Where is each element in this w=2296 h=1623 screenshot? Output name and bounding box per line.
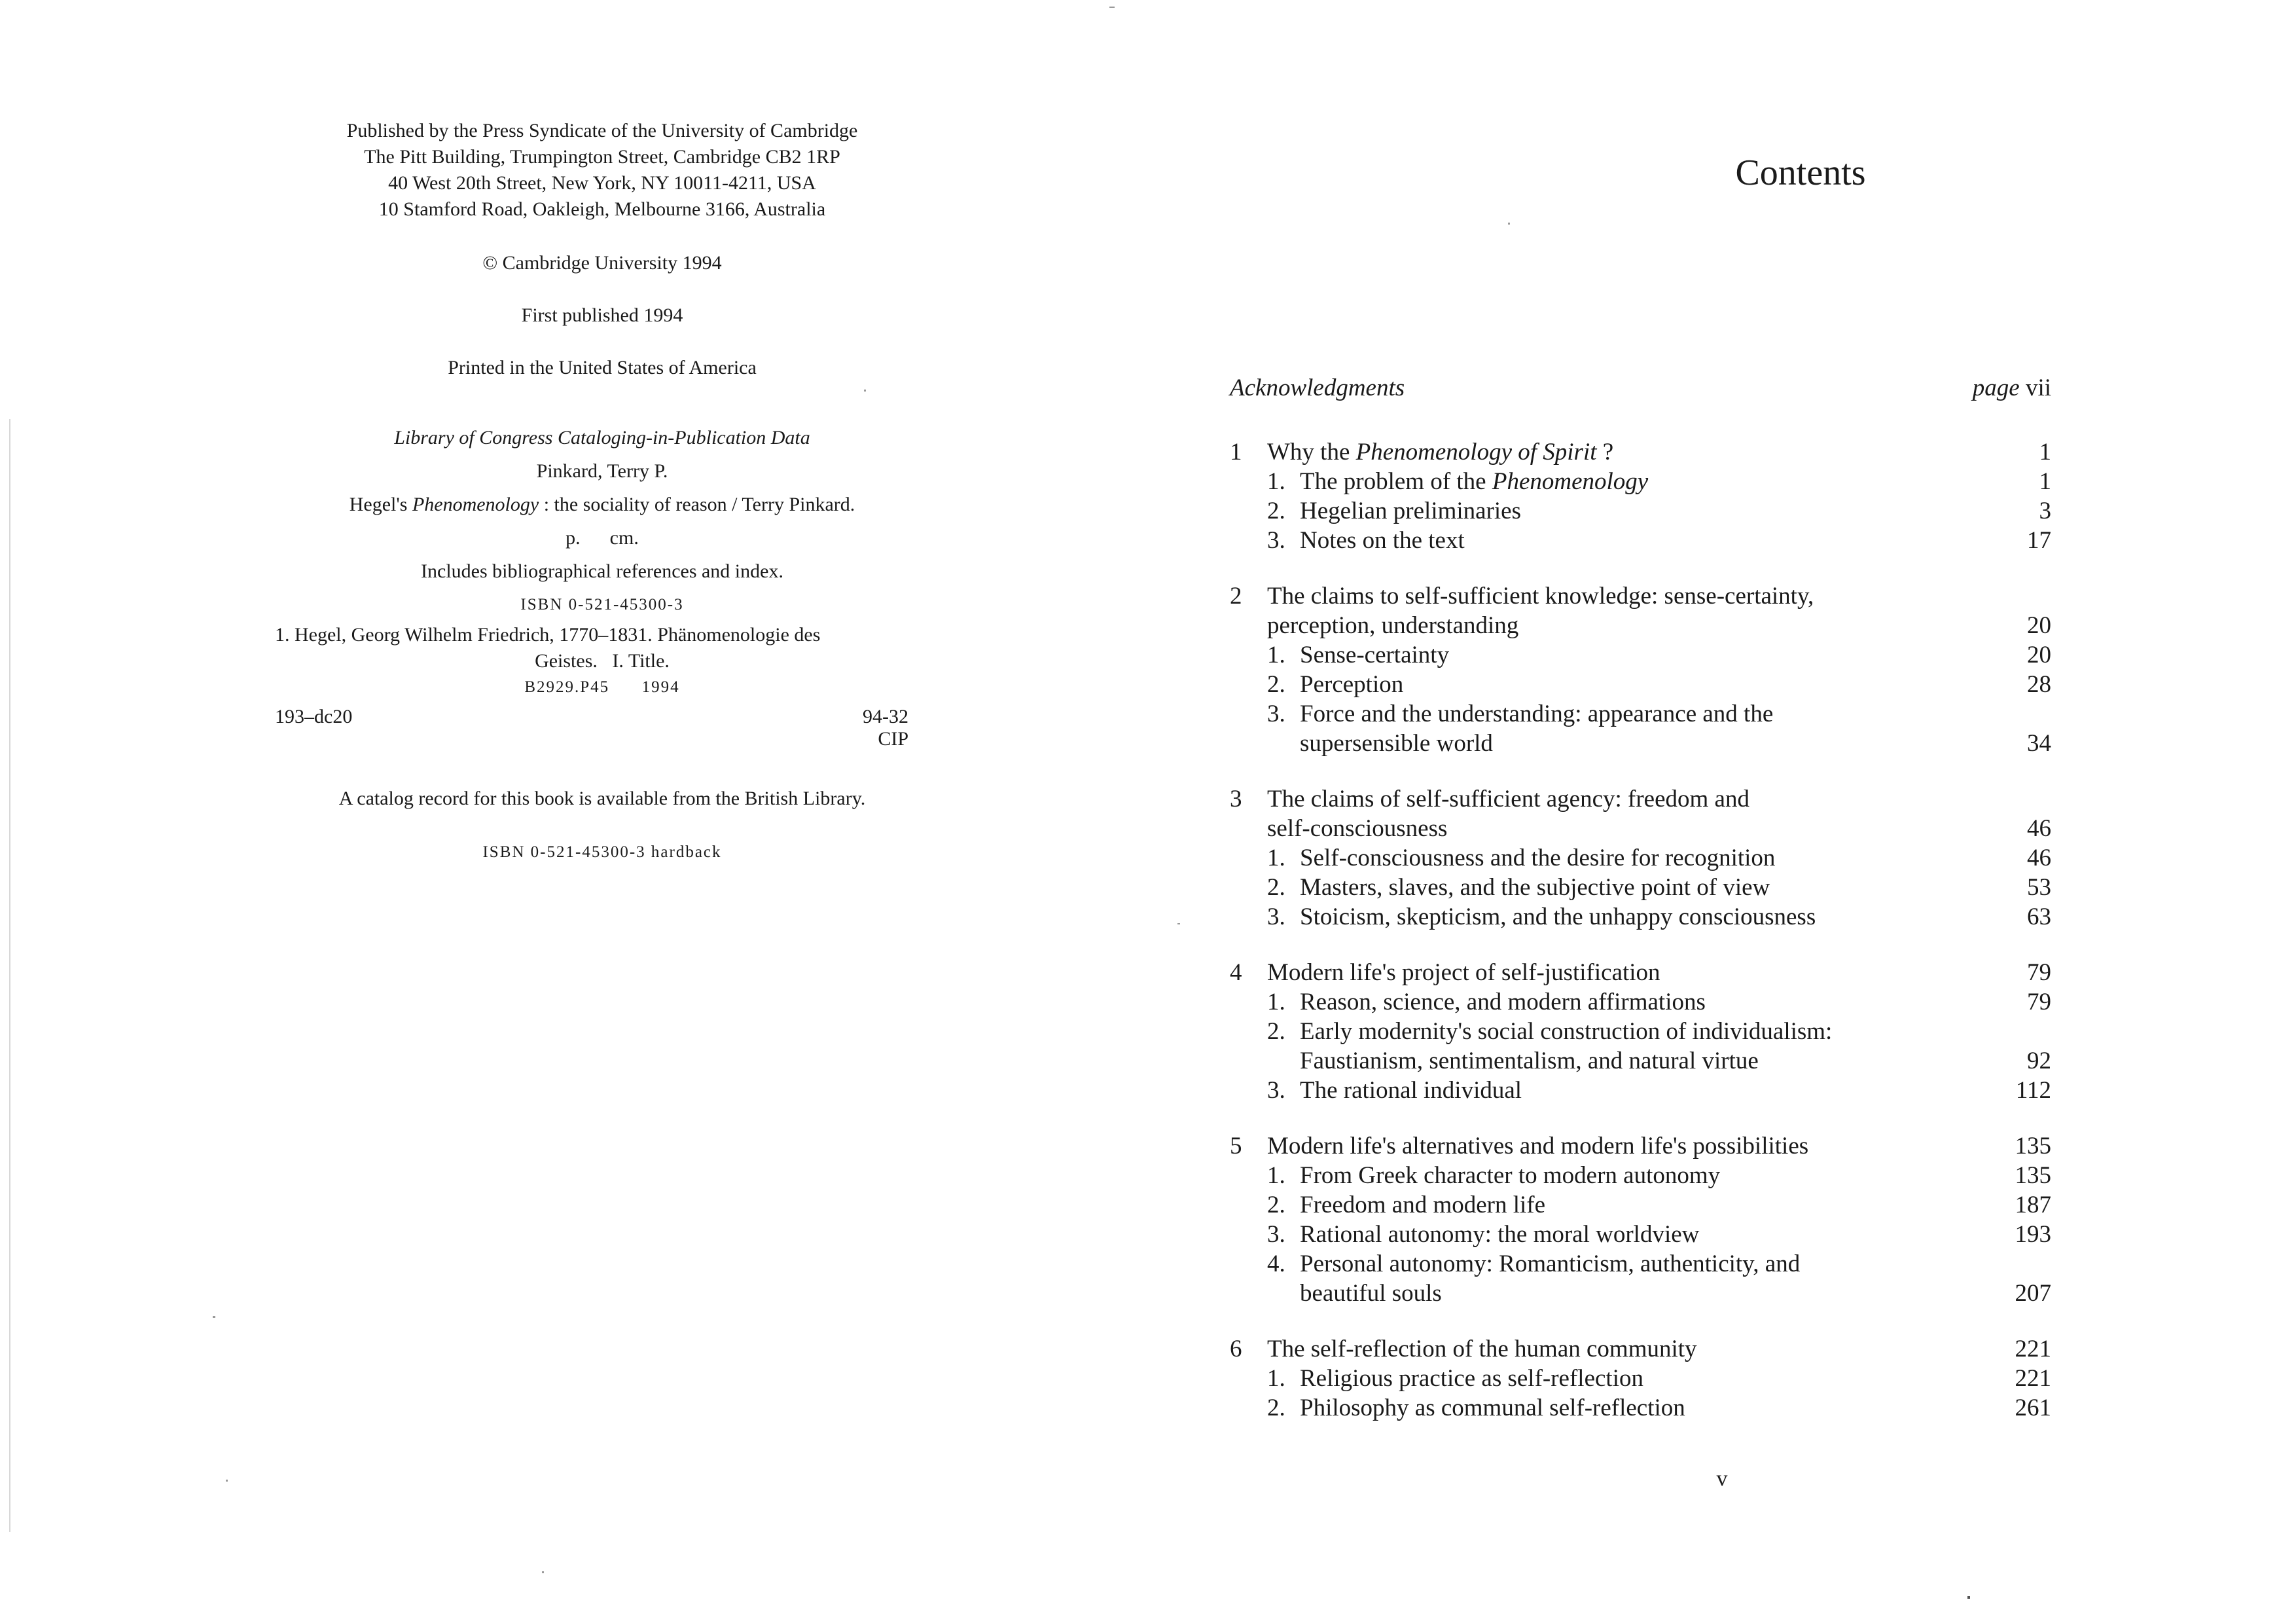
toc-section-row[interactable] (1230, 1076, 2051, 1105)
toc-chapter-row[interactable] (1230, 1334, 2051, 1364)
toc-section-row-cont[interactable] (1230, 1279, 2051, 1308)
toc-section-row[interactable] (1230, 1220, 2051, 1249)
section-page: 46 (2027, 845, 2051, 871)
toc-chapter-row[interactable] (1230, 1131, 2051, 1161)
section-number: 3. (1267, 527, 1285, 554)
section-page: 17 (2027, 527, 2051, 554)
publisher-line: 40 West 20th Street, New York, NY 10011-4211, USA (388, 172, 816, 194)
section-title (1300, 467, 2012, 496)
toc-chapter-row[interactable] (1230, 437, 2051, 467)
cip-label: CIP (878, 728, 908, 750)
page-word: page (1972, 374, 2020, 401)
section-number: 2. (1267, 874, 1285, 901)
toc-section-row[interactable] (1230, 987, 2051, 1017)
toc-section-row[interactable] (1230, 640, 2051, 670)
cip-notes: Includes bibliographical references and index. (421, 560, 783, 582)
chapter-title-cont: self-consciousness (1267, 815, 1448, 842)
isbn-hardback-text: ISBN 0-521-45300-3 hardback (482, 843, 722, 861)
section-title: Notes on the text (1300, 527, 1465, 554)
section-number: 2. (1267, 1395, 1285, 1421)
section-page: 20 (2027, 642, 2051, 668)
chapter-number: 4 (1230, 959, 1242, 986)
toc-front-matter (1230, 373, 2051, 403)
section-page: 187 (2015, 1192, 2051, 1218)
publisher-line: Published by the Press Syndicate of the University of Cambridge (346, 120, 858, 141)
scan-speck (1967, 1596, 1970, 1599)
section-number: 3. (1267, 701, 1285, 727)
cip-lccn-block (863, 706, 908, 750)
chapter-page: 1 (2039, 439, 2051, 465)
cip-isbn: ISBN 0-521-45300-3 (520, 596, 684, 613)
section-number: 2. (1267, 498, 1285, 524)
section-title: Masters, slaves, and the subjective point of view (1300, 874, 1770, 901)
table-of-contents (1230, 437, 2051, 1423)
contents-page (1148, 0, 2296, 1623)
section-number: 2. (1267, 671, 1285, 698)
section-title-cont: supersensible world (1300, 730, 1493, 757)
section-title: Personal autonomy: Romanticism, authenticity, and (1300, 1250, 1801, 1277)
section-number: 3. (1267, 903, 1285, 930)
folio-number: v (1716, 1467, 1728, 1491)
toc-section-row[interactable] (1230, 843, 2051, 873)
cip-title-rest: : the sociality of reason / Terry Pinkard. (539, 494, 855, 515)
toc-chapter (1230, 1334, 2051, 1423)
chapter-title-suffix: ? (1596, 439, 1614, 465)
section-number: 1. (1267, 1365, 1285, 1392)
chapter-number: 2 (1230, 583, 1242, 610)
toc-chapter (1230, 958, 2051, 1105)
publisher-line: 10 Stamford Road, Oakleigh, Melbourne 3166, Australia (378, 198, 826, 220)
scan-speck (1177, 923, 1180, 924)
section-title: Philosophy as communal self-reflection (1300, 1395, 1685, 1421)
section-number: 1. (1267, 1162, 1285, 1189)
cip-data-block (275, 421, 929, 621)
chapter-title: The claims of self-sufficient agency: freedom and (1267, 786, 1749, 812)
cip-subject-line: Geistes. I. Title. (535, 650, 670, 672)
section-page: 79 (2027, 989, 2051, 1015)
toc-section-row[interactable] (1230, 902, 2051, 932)
section-title: Self-consciousness and the desire for recognition (1300, 845, 1776, 871)
chapter-title: The self-reflection of the human community (1267, 1336, 1697, 1362)
toc-section-row[interactable] (1230, 467, 2051, 496)
publisher-imprint (275, 118, 929, 223)
contents-title: Contents (1735, 153, 1866, 193)
chapter-number: 1 (1230, 439, 1242, 465)
cip-title-italic: Phenomenology (412, 494, 539, 515)
section-number: 1. (1267, 845, 1285, 871)
section-title-cont: beautiful souls (1300, 1280, 1442, 1307)
toc-section-row[interactable] (1230, 1249, 2051, 1279)
toc-acknowledgments-label: Acknowledgments (1230, 374, 1405, 401)
toc-section-row[interactable] (1230, 496, 2051, 526)
toc-chapter (1230, 581, 2051, 758)
scan-edge-line (9, 419, 10, 1532)
section-page: 92 (2027, 1048, 2051, 1074)
scan-speck (1508, 223, 1510, 225)
toc-chapter-row[interactable] (1230, 958, 2051, 987)
chapter-title: Modern life's project of self-justification (1267, 959, 1660, 986)
toc-section-row[interactable] (1230, 1190, 2051, 1220)
chapter-page: 79 (2027, 959, 2051, 986)
toc-chapter-row-cont[interactable] (1230, 611, 2051, 640)
toc-chapter (1230, 784, 2051, 932)
toc-chapter-row[interactable] (1230, 784, 2051, 814)
chapter-title-prefix: Why the (1267, 439, 1356, 465)
section-title: Sense-certainty (1300, 642, 1450, 668)
section-number: 2. (1267, 1018, 1285, 1045)
chapter-title: Modern life's alternatives and modern life's possibilities (1267, 1133, 1809, 1159)
section-title-prefix: The problem of the (1300, 468, 1492, 495)
cip-subject-line: 1. Hegel, Georg Wilhelm Friedrich, 1770–1831. Phänomenologie des (275, 624, 821, 646)
section-number: 1. (1267, 989, 1285, 1015)
section-title: Religious practice as self-reflection (1300, 1365, 1643, 1392)
chapter-title-italic: Phenomenology of Spirit (1355, 439, 1597, 465)
british-library-note: A catalog record for this book is available from the British Library. (338, 788, 866, 809)
chapter-page: 221 (2015, 1336, 2051, 1362)
section-title: Hegelian preliminaries (1300, 498, 1522, 524)
chapter-title: The claims to self-sufficient knowledge: sense-certainty, (1267, 583, 1814, 610)
toc-section-row[interactable] (1230, 670, 2051, 699)
toc-acknowledgments-page (1973, 373, 2051, 403)
cip-subject (275, 622, 929, 701)
chapter-page: 135 (2015, 1133, 2051, 1159)
toc-chapter-row[interactable] (1230, 581, 2051, 611)
chapter-number: 6 (1230, 1336, 1242, 1362)
scan-speck (864, 390, 866, 392)
toc-chapter (1230, 437, 2051, 555)
cip-lccn: 94-32 (863, 706, 908, 727)
cip-call-number: B2929.P45 1994 (524, 678, 680, 696)
chapter-page: 46 (2027, 815, 2051, 842)
toc-section-row[interactable] (1230, 1393, 2051, 1423)
section-title: Stoicism, skepticism, and the unhappy consciousness (1300, 903, 1816, 930)
section-number: 2. (1267, 1192, 1285, 1218)
section-title: Reason, science, and modern affirmations (1300, 989, 1706, 1015)
toc-section-row[interactable] (1230, 1161, 2051, 1190)
section-number: 1. (1267, 642, 1285, 668)
scan-speck (226, 1480, 228, 1482)
section-page: 63 (2027, 903, 2051, 930)
publisher-line: The Pitt Building, Trumpington Street, Cambridge CB2 1RP (364, 146, 840, 168)
toc-acknowledgments-row[interactable] (1230, 373, 2051, 403)
section-title-italic: Phenomenology (1492, 468, 1649, 495)
section-title: Rational autonomy: the moral worldview (1300, 1221, 1700, 1248)
chapter-title (1267, 437, 2012, 467)
section-title-cont: Faustianism, sentimentalism, and natural virtue (1300, 1048, 1759, 1074)
section-title: Early modernity's social construction of individualism: (1300, 1018, 1833, 1045)
scan-speck (542, 1571, 544, 1573)
section-page: 221 (2015, 1365, 2051, 1392)
toc-section-row[interactable] (1230, 1017, 2051, 1046)
scan-speck (213, 1316, 215, 1318)
toc-section-row[interactable] (1230, 873, 2051, 902)
chapter-number: 5 (1230, 1133, 1242, 1159)
cip-author: Pinkard, Terry P. (536, 460, 668, 482)
section-page: 28 (2027, 671, 2051, 698)
section-title: The rational individual (1300, 1077, 1522, 1104)
toc-section-row[interactable] (1230, 699, 2051, 729)
section-page: 53 (2027, 874, 2051, 901)
section-number: 3. (1267, 1077, 1285, 1104)
section-title: From Greek character to modern autonomy (1300, 1162, 1721, 1189)
cip-title (275, 488, 929, 521)
toc-chapter (1230, 1131, 2051, 1308)
section-page: 1 (2039, 468, 2051, 495)
toc-section-row-cont[interactable] (1230, 729, 2051, 758)
chapter-page: 20 (2027, 612, 2051, 639)
isbn-hardback (275, 838, 929, 866)
cip-heading: Library of Congress Cataloging-in-Publication Data (394, 427, 810, 448)
chapter-number: 3 (1230, 786, 1242, 812)
section-number: 4. (1267, 1250, 1285, 1277)
copyright-notice: © Cambridge University 1994 (482, 252, 722, 274)
section-title: Freedom and modern life (1300, 1192, 1546, 1218)
toc-chapter-row-cont[interactable] (1230, 814, 2051, 843)
toc-section-row[interactable] (1230, 1364, 2051, 1393)
section-page: 112 (2015, 1077, 2051, 1104)
first-published: First published 1994 (521, 304, 683, 326)
page-number: vii (2025, 374, 2051, 401)
toc-section-row-cont[interactable] (1230, 1046, 2051, 1076)
section-page: 261 (2015, 1395, 2051, 1421)
section-title: Force and the understanding: appearance and the (1300, 701, 1774, 727)
cip-physical: p. cm. (565, 527, 639, 549)
section-number: 3. (1267, 1221, 1285, 1248)
section-page: 207 (2015, 1280, 2051, 1307)
printed-in: Printed in the United States of America (448, 357, 757, 378)
section-number: 1. (1267, 468, 1285, 495)
section-page: 193 (2015, 1221, 2051, 1248)
section-page: 34 (2027, 730, 2051, 757)
page-folio (1148, 1467, 2296, 1491)
section-title: Perception (1300, 671, 1404, 698)
section-page: 3 (2039, 498, 2051, 524)
section-page: 135 (2015, 1162, 2051, 1189)
toc-section-row[interactable] (1230, 526, 2051, 555)
chapter-title-cont: perception, understanding (1267, 612, 1519, 639)
cip-title-prefix: Hegel's (349, 494, 412, 515)
scan-speck (1109, 7, 1115, 8)
cip-dewey: 193–dc20 (275, 706, 353, 727)
